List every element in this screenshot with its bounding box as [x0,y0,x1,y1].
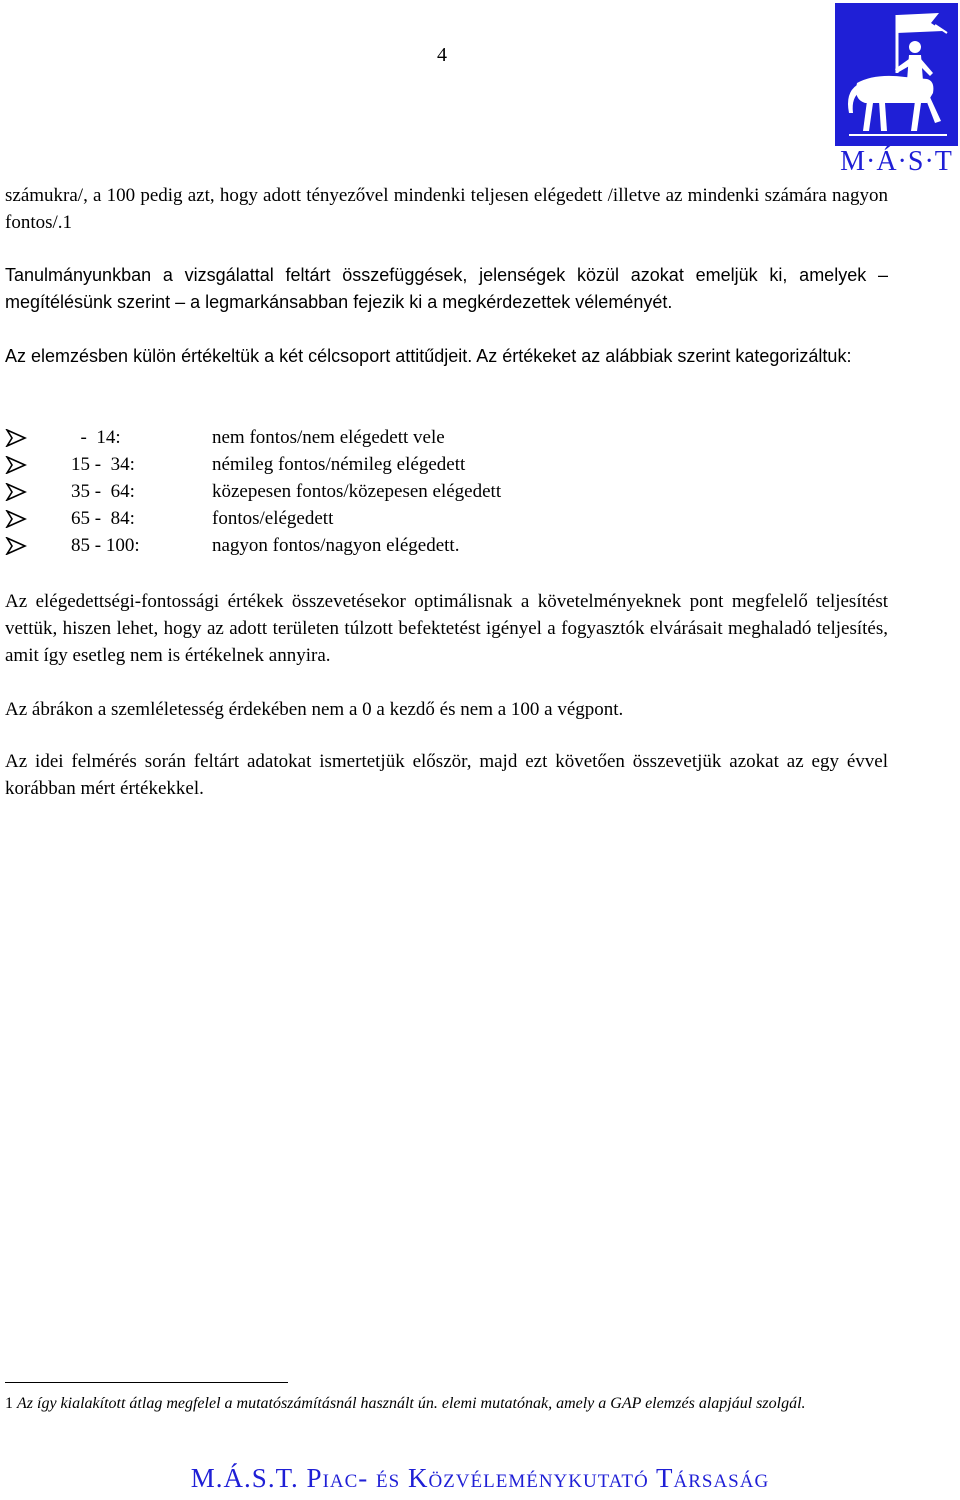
paragraph-continuation: számukra/, a 100 pedig azt, hogy adott tényezővel mindenki teljesen elégedett /illetve az mindenki számára nagyon fontos/.1 [5,185,888,233]
arrow-bullet-icon [5,510,27,528]
paragraph-optimal: Az elégedettségi-fontossági értékek összevetésekor optimálisnak a követelményeknek pont megfelelő teljesítést vettük, hiszen lehet, hogy az adott területen túlzott befektetést igényel a fogyasztók elvárásait meghaladó teljesítés, amit így esetleg nem is értékelnek annyira. [5,591,888,666]
centaur-flag-icon [835,3,958,146]
category-label: közepesen fontos/közepesen elégedett [212,481,502,502]
footnote-divider [5,1382,288,1383]
category-range: 15 - 34: [71,454,135,475]
footer-company-name: M.Á.S.T. Piac- és Közvéleménykutató Társaság [190,1463,770,1493]
paragraph-categorization: Az elemzésben külön értékeltük a két célcsoport attitűdjeit. Az értékeket az alábbiak szerint kategorizáltuk: [5,346,852,366]
arrow-bullet-icon [5,456,27,474]
mast-logo [835,3,958,176]
footnote-text: Az így kialakított átlag megfelel a mutatószámításnál használt ún. elemi mutatónak, amely a GAP elemzés alapjául szolgál. [17,1395,806,1412]
page-number: 4 [437,44,447,66]
category-range: - 14: [71,427,121,448]
category-label: nagyon fontos/nagyon elégedett. [212,535,460,556]
paragraph-figures-note: Az ábrákon a szemléletesség érdekében nem a 0 a kezdő és nem a 100 a végpont. [5,699,624,720]
arrow-bullet-icon [5,429,27,447]
category-range: 65 - 84: [71,508,135,529]
category-label: nem fontos/nem elégedett vele [212,427,445,448]
category-label: némileg fontos/némileg elégedett [212,454,466,475]
footnote-number: 1 [5,1395,13,1412]
footnote [5,1393,888,1415]
logo-text: M·Á·S·T [840,146,953,177]
arrow-bullet-icon [5,483,27,501]
arrow-bullet-icon [5,537,27,555]
paragraph-comparison: Az idei felmérés során feltárt adatokat ismertetjük először, majd ezt követően összevetjük azokat az egy évvel korábban mért értékekkel. [5,751,888,799]
category-range: 85 - 100: [71,535,140,556]
paragraph-focus: Tanulmányunkban a vizsgálattal feltárt összefüggések, jelenségek közül azokat emeljük ki, amelyek – megítélésünk szerint – a legmarkánsabban fejezik ki a megkérdezettek véleményét. [5,265,888,312]
category-range: 35 - 64: [71,481,135,502]
category-label: fontos/elégedett [212,508,334,529]
